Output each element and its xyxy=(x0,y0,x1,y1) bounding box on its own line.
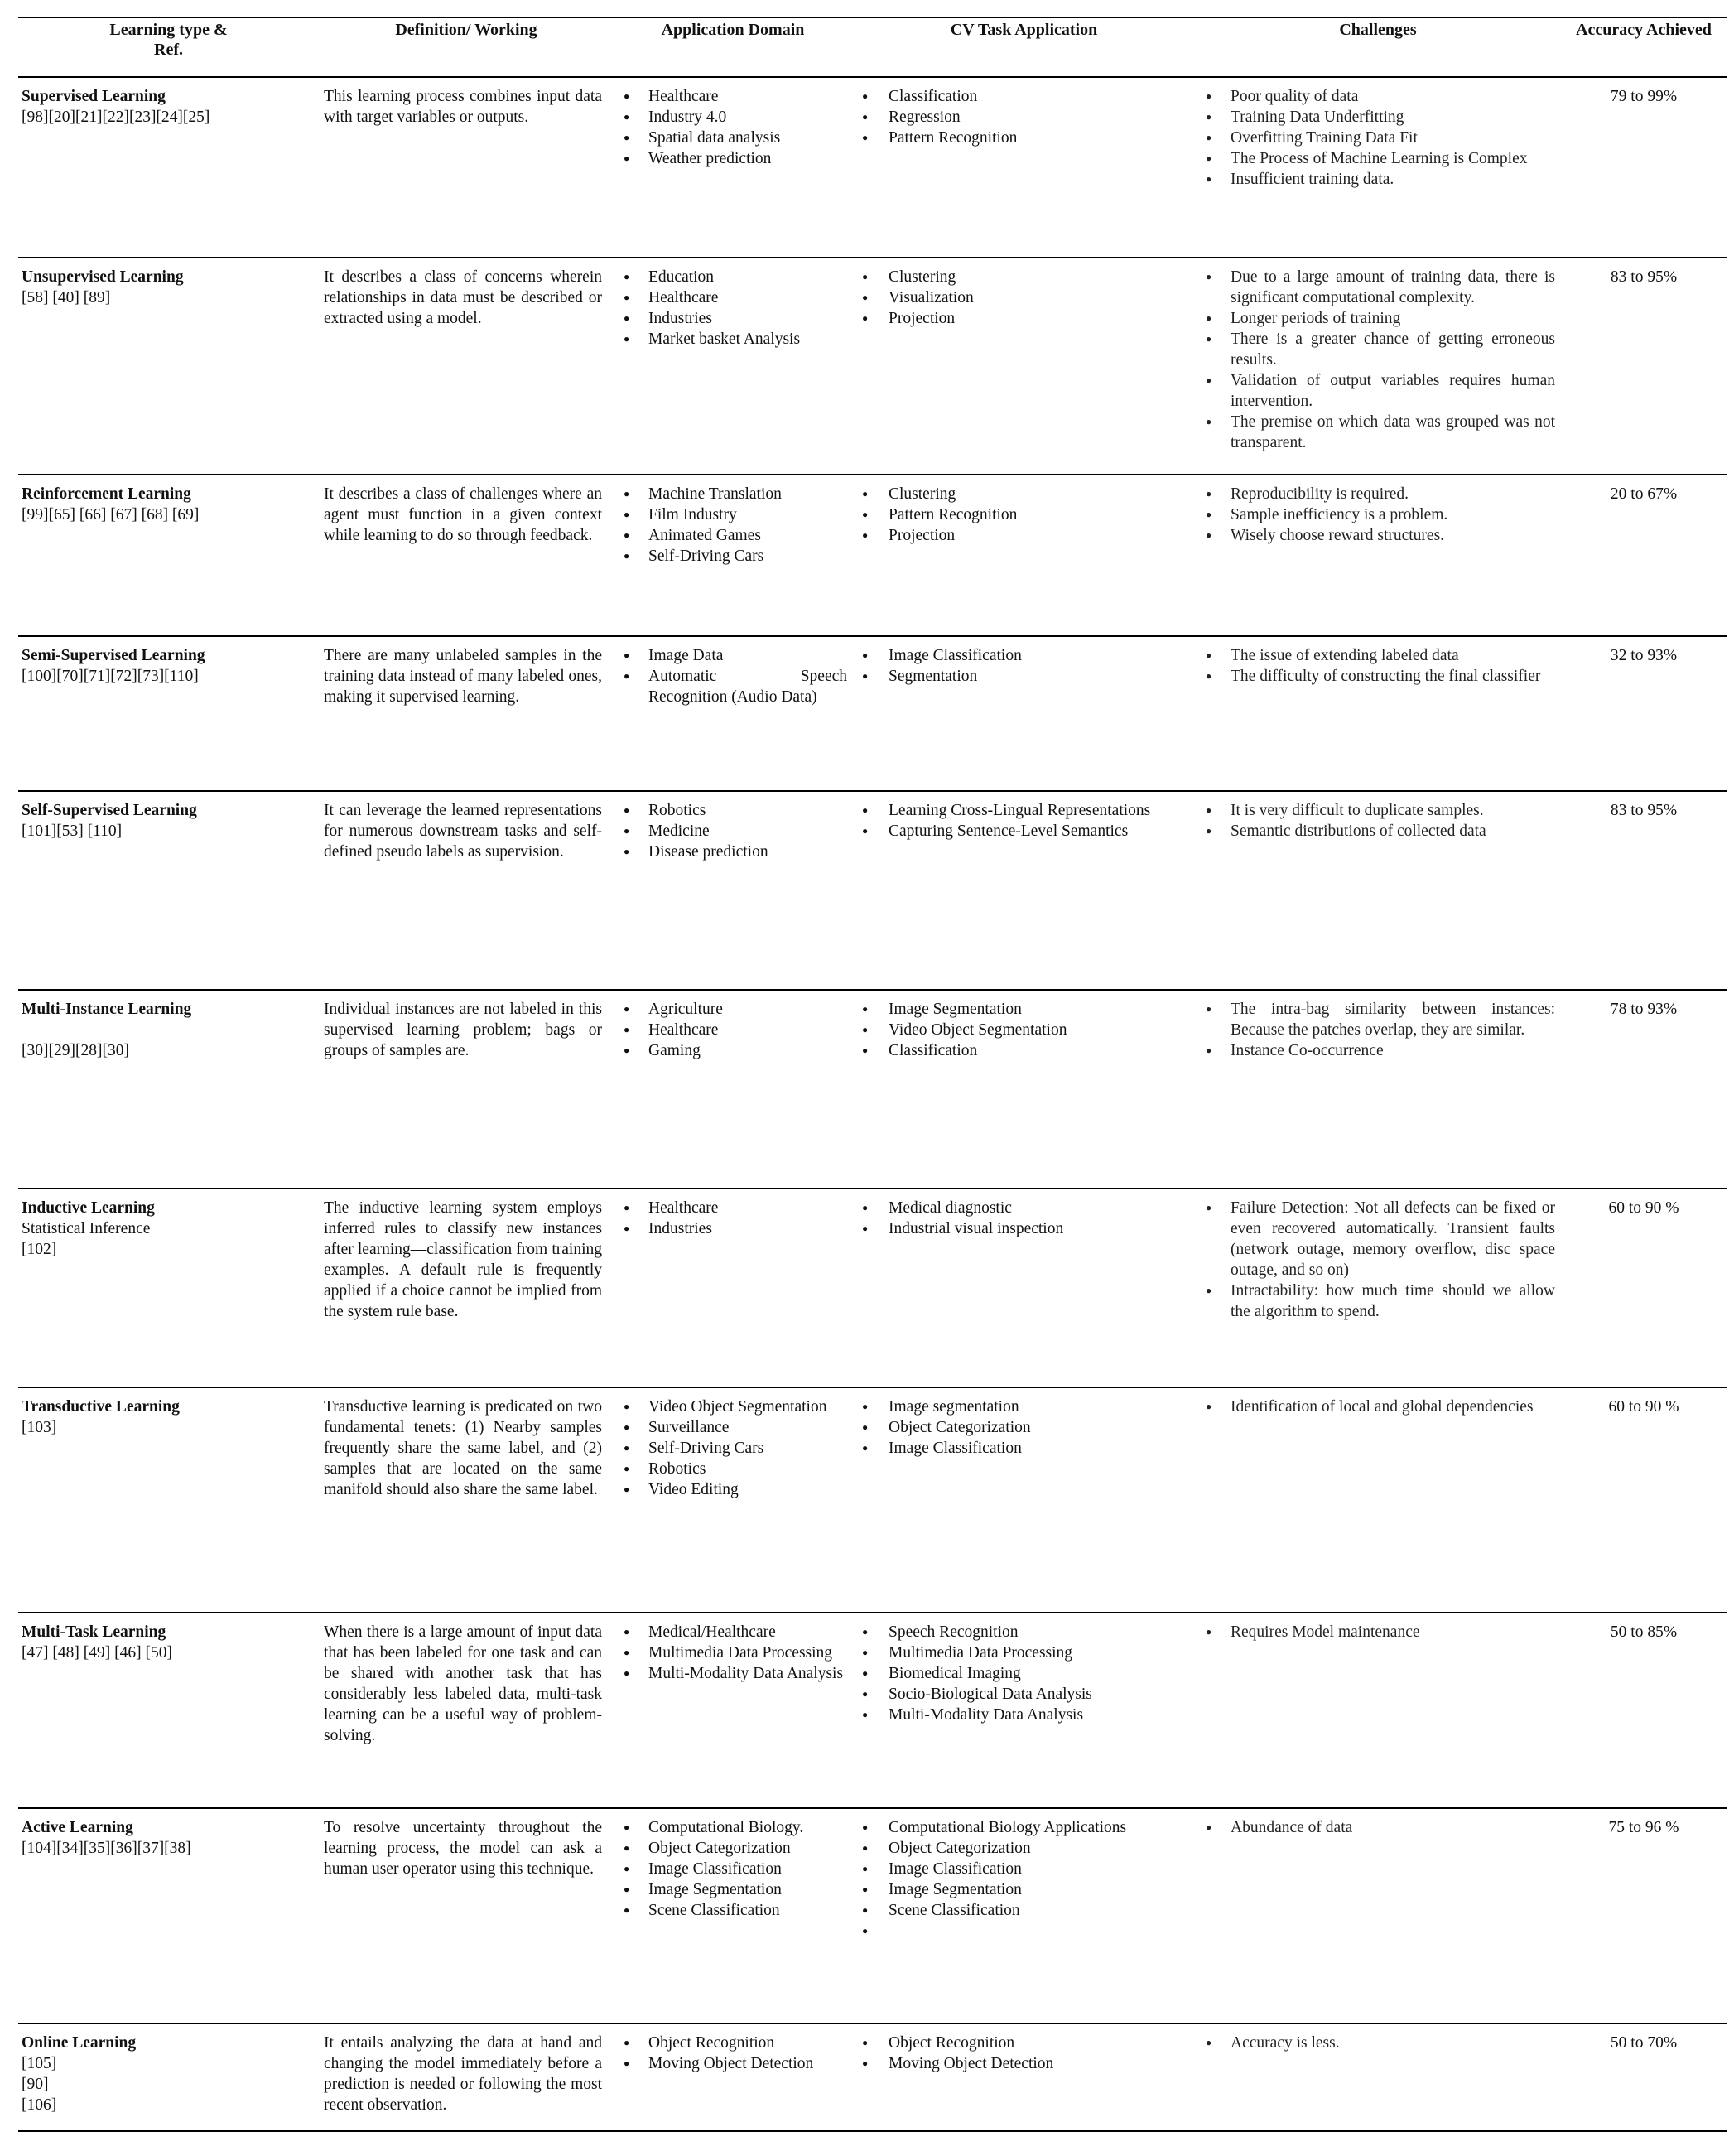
learning-type-cell xyxy=(18,990,319,1189)
cv-task-cell xyxy=(852,258,1196,475)
application-domain-item: ● Education xyxy=(619,267,847,287)
challenge-item: ● Wisely choose reward structures. xyxy=(1201,525,1555,546)
challenges-cell xyxy=(1196,1613,1560,1808)
header-row xyxy=(18,17,1727,77)
challenges-cell xyxy=(1196,990,1560,1189)
learning-type-cell xyxy=(18,636,319,791)
cv-task-item-list xyxy=(857,800,1191,842)
table-row xyxy=(18,1387,1727,1613)
cv-task-item: ● Image Segmentation xyxy=(857,1879,1191,1900)
application-domain-item: ● Self-Driving Cars xyxy=(619,546,847,567)
cv-task-item: ● Segmentation xyxy=(857,666,1191,687)
application-domain-item: ● Video Editing xyxy=(619,1479,847,1500)
learning-type-name: Transductive Learning xyxy=(22,1398,180,1416)
cv-task-item: ● Scene Classification xyxy=(857,1900,1191,1921)
application-domain-item-list xyxy=(619,267,847,350)
challenge-item-list xyxy=(1201,2033,1555,2053)
application-domain-cell xyxy=(614,258,852,475)
cv-task-cell xyxy=(852,1387,1196,1613)
application-domain-item: ● Weather prediction xyxy=(619,148,847,169)
application-domain-cell xyxy=(614,990,852,1189)
cv-task-item: ● Visualization xyxy=(857,287,1191,308)
application-domain-item: ● Medical/Healthcare xyxy=(619,1622,847,1642)
cv-task-item: ● Image Classification xyxy=(857,645,1191,666)
learning-type-cell xyxy=(18,1808,319,2023)
application-domain-item: ● Industries xyxy=(619,1218,847,1239)
accuracy-cell: 50 to 70% xyxy=(1610,2034,1678,2052)
application-domain-cell xyxy=(614,1808,852,2023)
cv-task-item: ● Speech Recognition xyxy=(857,1622,1191,1642)
challenges-cell xyxy=(1196,475,1560,636)
application-domain-item: ● Image Classification xyxy=(619,1859,847,1879)
accuracy-cell: 20 to 67% xyxy=(1610,485,1678,503)
definition-cell: There are many unlabeled samples in the training data instead of many labeled ones, making it supervised learning. xyxy=(324,647,602,706)
cv-task-item-list xyxy=(857,1817,1191,1921)
cv-task-item-list xyxy=(857,484,1191,546)
definition-cell: To resolve uncertainty throughout the learning process, the model can ask a human user operator using this technique. xyxy=(324,1819,602,1878)
learning-type-name: Semi-Supervised Learning xyxy=(22,647,205,664)
cv-task-item: ● Medical diagnostic xyxy=(857,1198,1191,1218)
application-domain-item: ● Gaming xyxy=(619,1040,847,1061)
challenges-cell xyxy=(1196,1808,1560,2023)
definition-cell: It can leverage the learned representations for numerous downstream tasks and self-defined pseudo labels as supervision. xyxy=(324,802,602,861)
reference-list: [98][20][21][22][23][24][25] xyxy=(22,109,210,126)
learning-type-cell xyxy=(18,1613,319,1808)
cv-task-cell xyxy=(852,77,1196,258)
challenge-item: ● Overfitting Training Data Fit xyxy=(1201,128,1555,148)
challenge-item-list xyxy=(1201,645,1555,687)
challenge-item-list xyxy=(1201,1622,1555,1642)
reference-list: [100][70][71][72][73][110] xyxy=(22,668,199,685)
reference-list: [90] xyxy=(22,2076,49,2093)
cv-task-item: ● Classification xyxy=(857,86,1191,107)
application-domain-item: ● Healthcare xyxy=(619,86,847,107)
cv-task-item-list xyxy=(857,2033,1191,2074)
cv-task-cell xyxy=(852,636,1196,791)
accuracy-cell: 83 to 95% xyxy=(1610,268,1678,286)
cv-task-item: ● Clustering xyxy=(857,267,1191,287)
learning-type-name: Supervised Learning xyxy=(22,88,166,105)
application-domain-item: ● Industry 4.0 xyxy=(619,107,847,128)
application-domain-cell xyxy=(614,2023,852,2131)
application-domain-cell xyxy=(614,1189,852,1387)
cv-task-item: ● Learning Cross-Lingual Representations xyxy=(857,800,1191,821)
cv-task-item: ● Image segmentation xyxy=(857,1396,1191,1417)
cv-task-item: ● Image Segmentation xyxy=(857,999,1191,1020)
application-domain-item-list xyxy=(619,1198,847,1239)
reference-list: [103] xyxy=(22,1419,57,1436)
application-domain-item: ● Market basket Analysis xyxy=(619,329,847,350)
application-domain-item-list xyxy=(619,86,847,169)
challenge-item: ● The issue of extending labeled data xyxy=(1201,645,1555,666)
learning-type-name: Unsupervised Learning xyxy=(22,268,184,286)
application-domain-item: ● Moving Object Detection xyxy=(619,2053,847,2074)
definition-cell: Transductive learning is predicated on two fundamental tenets: (1) Nearby samples frequently share the same label, and (2) samples that are located on the same manifold should also share the same label. xyxy=(324,1398,602,1498)
challenge-item: ● There is a greater chance of getting erroneous results. xyxy=(1201,329,1555,370)
accuracy-cell: 50 to 85% xyxy=(1610,1623,1678,1641)
accuracy-cell: 32 to 93% xyxy=(1610,647,1678,664)
challenge-item: ● Reproducibility is required. xyxy=(1201,484,1555,504)
cv-task-item: ● Object Recognition xyxy=(857,2033,1191,2053)
reference-list: [104][34][35][36][37][38] xyxy=(22,1840,191,1857)
learning-type-name: Self-Supervised Learning xyxy=(22,802,197,819)
challenges-cell xyxy=(1196,636,1560,791)
table-row xyxy=(18,2023,1727,2131)
cv-task-item: ● Multimedia Data Processing xyxy=(857,1642,1191,1663)
cv-task-item-list xyxy=(857,645,1191,687)
table-row xyxy=(18,77,1727,258)
application-domain-item: ● Industries xyxy=(619,308,847,329)
definition-cell: When there is a large amount of input data that has been labeled for one task and can be shared with another task that has considerably less labeled data, multi-task learning can be a useful way of problem-solving. xyxy=(324,1623,602,1744)
cv-task-item: ● Pattern Recognition xyxy=(857,504,1191,525)
cv-task-cell xyxy=(852,1613,1196,1808)
application-domain-item: ● Image Segmentation xyxy=(619,1879,847,1900)
application-domain-cell xyxy=(614,636,852,791)
cv-task-item-list xyxy=(857,1198,1191,1239)
table-header xyxy=(18,17,1727,77)
application-domain-item-list xyxy=(619,1396,847,1500)
application-domain-item: ● Object Categorization xyxy=(619,1838,847,1859)
application-domain-item: ● Film Industry xyxy=(619,504,847,525)
challenge-item: ● The difficulty of constructing the final classifier xyxy=(1201,666,1555,687)
cv-task-item: ● Object Categorization xyxy=(857,1838,1191,1859)
challenge-item: ● Insufficient training data. xyxy=(1201,169,1555,190)
learning-type-cell xyxy=(18,1387,319,1613)
cv-task-item: ● Moving Object Detection xyxy=(857,2053,1191,2074)
challenge-item: ● Identification of local and global dependencies xyxy=(1201,1396,1555,1417)
application-domain-item: ● Spatial data analysis xyxy=(619,128,847,148)
challenge-item: ● Longer periods of training xyxy=(1201,308,1555,329)
header-application-domain: Application Domain xyxy=(661,21,805,39)
cv-task-item: ● Projection xyxy=(857,308,1191,329)
application-domain-item-list xyxy=(619,484,847,567)
challenge-item-list xyxy=(1201,800,1555,842)
cv-task-item: ● Biomedical Imaging xyxy=(857,1663,1191,1684)
application-domain-item-list xyxy=(619,800,847,862)
cv-task-item: ● Video Object Segmentation xyxy=(857,1020,1191,1040)
challenge-item-list xyxy=(1201,1396,1555,1417)
cv-task-cell xyxy=(852,475,1196,636)
application-domain-item: ● Robotics xyxy=(619,800,847,821)
definition-cell: It entails analyzing the data at hand and changing the model immediately before a prediction is needed or following the most recent observation. xyxy=(324,2034,602,2114)
spacer xyxy=(22,1020,314,1040)
application-domain-item: ● Scene Classification xyxy=(619,1900,847,1921)
accuracy-cell: 75 to 96 % xyxy=(1608,1819,1679,1836)
table-row xyxy=(18,791,1727,990)
accuracy-cell: 60 to 90 % xyxy=(1608,1398,1679,1416)
challenge-item-list xyxy=(1201,267,1555,453)
application-domain-item: ● Surveillance xyxy=(619,1417,847,1438)
challenge-item: ● Failure Detection: Not all defects can be fixed or even recovered automatically. Transient faults (network outage, memory overflow, disc space outage, and so on) xyxy=(1201,1198,1555,1281)
cv-task-item: ● Computational Biology Applications xyxy=(857,1817,1191,1838)
application-domain-cell xyxy=(614,1387,852,1613)
application-domain-item: ● Self-Driving Cars xyxy=(619,1438,847,1459)
learning-type-cell xyxy=(18,791,319,990)
learning-type-cell xyxy=(18,1189,319,1387)
challenge-item: ● Intractability: how much time should we allow the algorithm to spend. xyxy=(1201,1281,1555,1322)
header-cv-task: CV Task Application xyxy=(950,21,1098,39)
learning-type-cell xyxy=(18,2023,319,2131)
reference-list: [30][29][28][30] xyxy=(22,1042,129,1059)
learning-type-cell xyxy=(18,77,319,258)
cv-task-item: ● Regression xyxy=(857,107,1191,128)
application-domain-cell xyxy=(614,475,852,636)
reference-list: [105] xyxy=(22,2055,57,2072)
application-domain-item-list xyxy=(619,2033,847,2074)
accuracy-cell: 60 to 90 % xyxy=(1608,1199,1679,1217)
challenge-item: ● Abundance of data xyxy=(1201,1817,1555,1838)
cv-task-item: ● Image Classification xyxy=(857,1438,1191,1459)
challenge-item: ● Semantic distributions of collected data xyxy=(1201,821,1555,842)
application-domain-cell xyxy=(614,791,852,990)
challenge-item: ● The intra-bag similarity between instances: Because the patches overlap, they are similar. xyxy=(1201,999,1555,1040)
challenges-cell xyxy=(1196,1189,1560,1387)
reference-list: [102] xyxy=(22,1241,57,1258)
cv-task-item: ● Object Categorization xyxy=(857,1417,1191,1438)
cv-task-item: ● Multi-Modality Data Analysis xyxy=(857,1705,1191,1725)
accuracy-cell: 83 to 95% xyxy=(1610,802,1678,819)
table-row xyxy=(18,258,1727,475)
challenge-item: ● The Process of Machine Learning is Complex xyxy=(1201,148,1555,169)
learning-type-name: Online Learning xyxy=(22,2034,137,2052)
learning-type-name: Multi-Instance Learning xyxy=(22,1001,192,1018)
challenges-cell xyxy=(1196,258,1560,475)
learning-type-cell xyxy=(18,258,319,475)
reference-list: [106] xyxy=(22,2096,57,2114)
cv-task-item-list xyxy=(857,86,1191,148)
challenge-item: ● Instance Co-occurrence xyxy=(1201,1040,1555,1061)
learning-type-name: Multi-Task Learning xyxy=(22,1623,166,1641)
application-domain-item: ● Healthcare xyxy=(619,1020,847,1040)
accuracy-cell: 78 to 93% xyxy=(1610,1001,1678,1018)
definition-cell: This learning process combines input data with target variables or outputs. xyxy=(324,88,602,126)
challenge-item: ● Accuracy is less. xyxy=(1201,2033,1555,2053)
definition-cell: It describes a class of concerns wherein relationships in data must be described or extracted using a model. xyxy=(324,268,602,327)
application-domain-item-list xyxy=(619,645,847,707)
cv-task-cell xyxy=(852,990,1196,1189)
challenge-item-list xyxy=(1201,1198,1555,1322)
cv-task-item-list xyxy=(857,1396,1191,1459)
application-domain-item: ● Machine Translation xyxy=(619,484,847,504)
challenge-item: ● Requires Model maintenance xyxy=(1201,1622,1555,1642)
application-domain-item: ● Robotics xyxy=(619,1459,847,1479)
definition-cell: It describes a class of challenges where an agent must function in a given context while learning to do so through feedback. xyxy=(324,485,602,544)
cv-task-cell xyxy=(852,791,1196,990)
challenge-item: ● Sample inefficiency is a problem. xyxy=(1201,504,1555,525)
accuracy-cell: 79 to 99% xyxy=(1610,88,1678,105)
application-domain-item-list xyxy=(619,1622,847,1684)
cv-task-item: ● Projection xyxy=(857,525,1191,546)
table-body xyxy=(18,77,1727,2131)
application-domain-item: ● Healthcare xyxy=(619,1198,847,1218)
application-domain-item: ● Object Recognition xyxy=(619,2033,847,2053)
application-domain-item-list xyxy=(619,999,847,1061)
cv-task-cell xyxy=(852,1808,1196,2023)
application-domain-item: ● Multimedia Data Processing xyxy=(619,1642,847,1663)
application-domain-item: ● Medicine xyxy=(619,821,847,842)
cv-task-item: ● Industrial visual inspection xyxy=(857,1218,1191,1239)
challenges-cell xyxy=(1196,77,1560,258)
definition-cell: Individual instances are not labeled in this supervised learning problem; bags or groups of samples are. xyxy=(324,1001,602,1059)
cv-task-item-list xyxy=(857,1622,1191,1725)
reference-list: [47] [48] [49] [46] [50] xyxy=(22,1644,172,1662)
table-row xyxy=(18,475,1727,636)
challenge-item-list xyxy=(1201,484,1555,546)
cv-task-item-list xyxy=(857,267,1191,329)
application-domain-cell xyxy=(614,77,852,258)
application-domain-item: ● Video Object Segmentation xyxy=(619,1396,847,1417)
cv-task-item-list xyxy=(857,999,1191,1061)
challenge-item: ● Due to a large amount of training data, there is significant computational complexity. xyxy=(1201,267,1555,308)
cv-task-item: ● Clustering xyxy=(857,484,1191,504)
learning-type-cell xyxy=(18,475,319,636)
challenge-item: ● Poor quality of data xyxy=(1201,86,1555,107)
cv-task-item: ● Pattern Recognition xyxy=(857,128,1191,148)
application-domain-item: ● Image Data xyxy=(619,645,847,666)
definition-cell: The inductive learning system employs inferred rules to classify new instances after learning—classification from training examples. A default rule is frequently applied if a choice cannot be implied from the system rule base. xyxy=(324,1199,602,1320)
application-domain-item: ● Healthcare xyxy=(619,287,847,308)
application-domain-item: ● Animated Games xyxy=(619,525,847,546)
cv-task-item: ● Capturing Sentence-Level Semantics xyxy=(857,821,1191,842)
challenge-item-list xyxy=(1201,1817,1555,1838)
table-row xyxy=(18,1613,1727,1808)
application-domain-item: ● Agriculture xyxy=(619,999,847,1020)
application-domain-item: ● Computational Biology. xyxy=(619,1817,847,1838)
challenge-item: ● Training Data Underfitting xyxy=(1201,107,1555,128)
reference-list: [101][53] [110] xyxy=(22,822,123,840)
challenge-item: ● It is very difficult to duplicate samples. xyxy=(1201,800,1555,821)
table-row xyxy=(18,1189,1727,1387)
application-domain-item: ● Multi-Modality Data Analysis xyxy=(619,1663,847,1684)
cv-task-item: ● Image Classification xyxy=(857,1859,1191,1879)
application-domain-item: ● Automatic Speech Recognition (Audio Data) xyxy=(619,666,847,707)
challenges-cell xyxy=(1196,791,1560,990)
header-definition: Definition/ Working xyxy=(395,21,537,39)
table-row xyxy=(18,636,1727,791)
application-domain-item-list xyxy=(619,1817,847,1921)
table-row xyxy=(18,1808,1727,2023)
learning-type-name: Reinforcement Learning xyxy=(22,485,191,503)
application-domain-cell xyxy=(614,1613,852,1808)
learning-type-name: Active Learning xyxy=(22,1819,133,1836)
header-learning-type: Learning type & Ref. xyxy=(109,21,228,59)
header-accuracy: Accuracy Achieved xyxy=(1576,21,1712,39)
challenges-cell xyxy=(1196,1387,1560,1613)
table-row xyxy=(18,990,1727,1189)
cv-task-item: ● Socio-Biological Data Analysis xyxy=(857,1684,1191,1705)
application-domain-item: ● Disease prediction xyxy=(619,842,847,862)
learning-types-table xyxy=(18,17,1727,2132)
reference-list: [99][65] [66] [67] [68] [69] xyxy=(22,506,200,523)
cv-task-cell xyxy=(852,2023,1196,2131)
reference-list: [58] [40] [89] xyxy=(22,289,111,306)
cv-task-item: ● Classification xyxy=(857,1040,1191,1061)
challenge-item: ● Validation of output variables requires human intervention. xyxy=(1201,370,1555,412)
challenge-item-list xyxy=(1201,86,1555,190)
header-challenges: Challenges xyxy=(1339,21,1417,39)
learning-type-subtitle: Statistical Inference xyxy=(22,1220,151,1237)
challenge-item: ● The premise on which data was grouped was not transparent. xyxy=(1201,412,1555,453)
challenge-item-list xyxy=(1201,999,1555,1061)
challenges-cell xyxy=(1196,2023,1560,2131)
cv-task-cell xyxy=(852,1189,1196,1387)
learning-type-name: Inductive Learning xyxy=(22,1199,155,1217)
